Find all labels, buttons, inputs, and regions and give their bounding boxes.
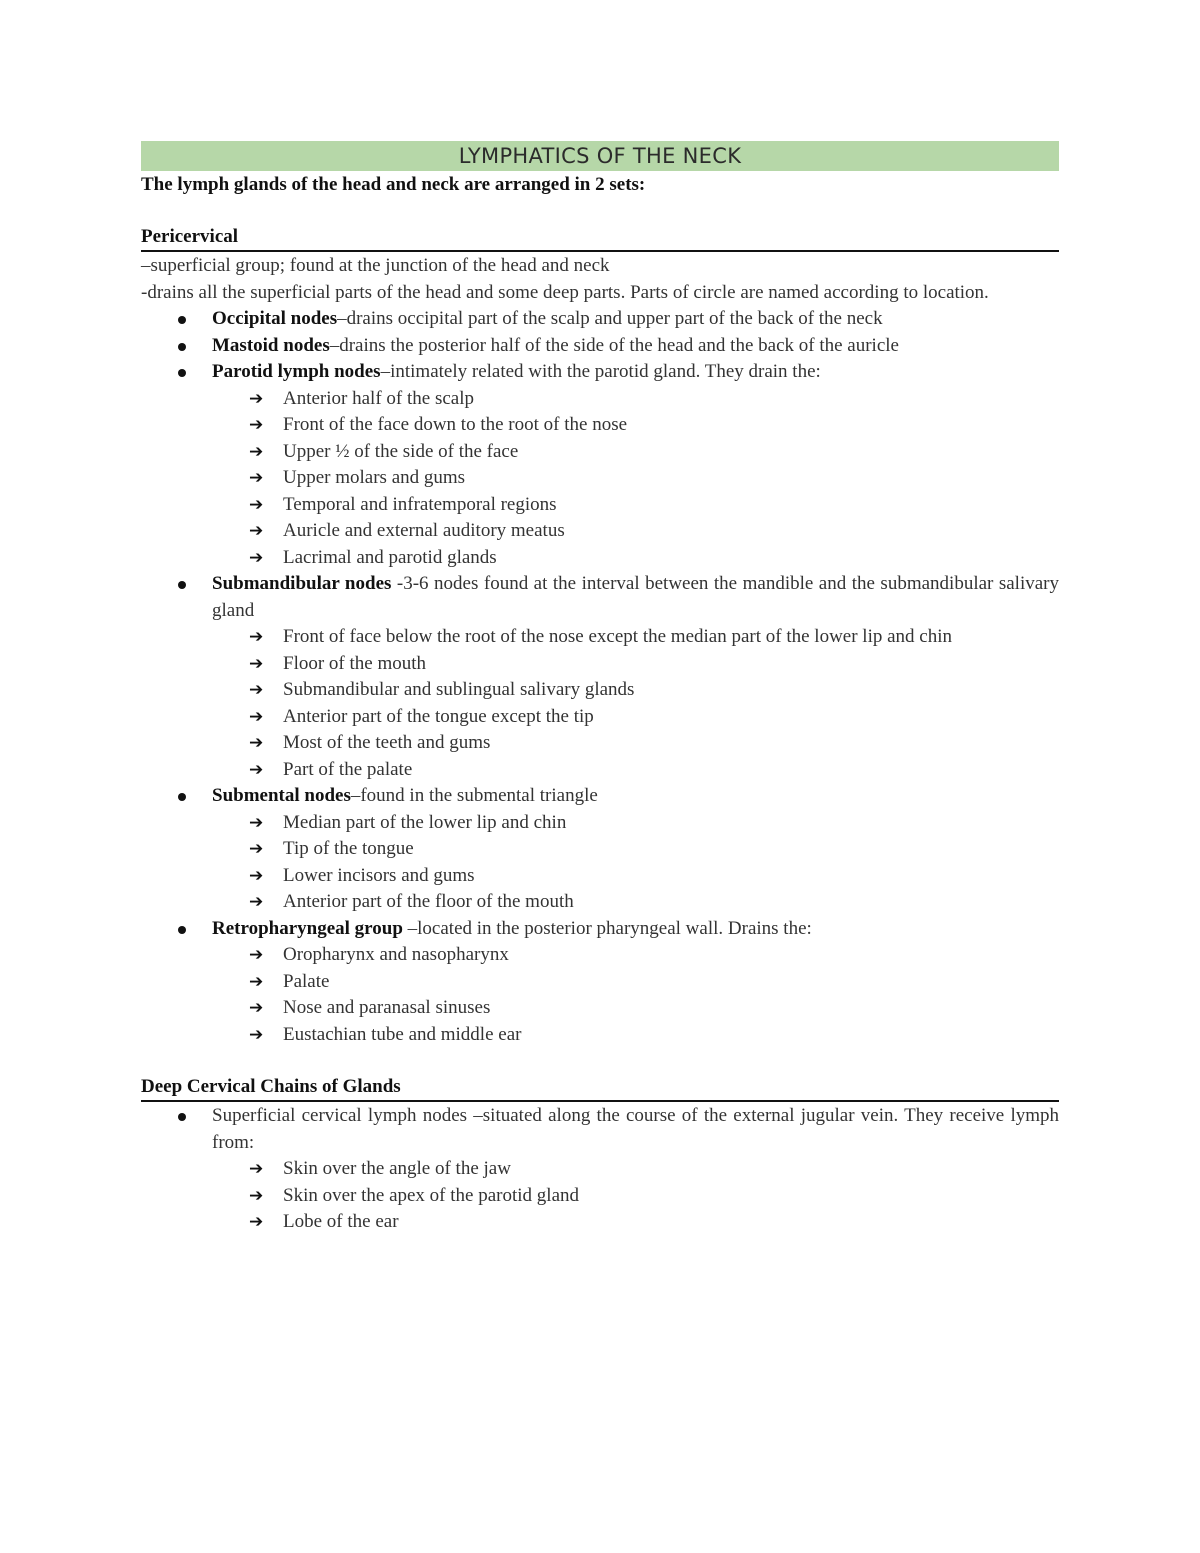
sub-item-text: Anterior half of the scalp	[283, 387, 474, 409]
document-content	[141, 141, 1059, 1236]
section-heading: Deep Cervical Chains of Glands	[141, 1074, 1059, 1102]
arrow-right-icon: ➔	[249, 415, 264, 435]
arrow-right-icon: ➔	[249, 1024, 264, 1045]
sub-item-text: Front of the face down to the root of the nose	[283, 414, 628, 435]
sub-item-text: Oropharynx and nasopharynx	[283, 944, 509, 965]
bullet-item	[141, 359, 1059, 571]
arrow-right-icon: ➔	[249, 468, 264, 488]
sub-item	[212, 518, 1059, 545]
spacer	[141, 198, 1059, 224]
arrow-right-icon: ➔	[249, 388, 264, 409]
sub-item-text: Anterior part of the floor of the mouth	[283, 891, 574, 912]
bullet-text	[212, 333, 1059, 360]
bullet-description: –intimately related with the parotid gland. They drain the:	[380, 361, 821, 382]
bullet-dot-icon	[178, 926, 186, 934]
arrow-right-icon: ➔	[249, 627, 264, 647]
bullet-description: –drains the posterior half of the side of the head and the back of the auricle	[329, 334, 899, 356]
arrow-right-icon: ➔	[249, 441, 264, 462]
arrow-right-icon: ➔	[249, 706, 264, 727]
bullet-list	[141, 306, 1059, 1048]
arrow-right-icon: ➔	[249, 839, 264, 859]
bullet-dot-icon	[178, 581, 186, 589]
bullet-description: –found in the submental triangle	[350, 785, 598, 806]
section-paragraph: –superficial group; found at the junction of the head and neck	[141, 255, 610, 276]
bullet-text	[212, 783, 1059, 810]
page-title: LYMPHATICS OF THE NECK	[141, 141, 1059, 171]
sub-item	[212, 1022, 1059, 1049]
bullet-text	[212, 916, 1059, 943]
arrow-right-icon: ➔	[249, 892, 264, 912]
bullet-item	[141, 306, 1059, 333]
sub-item	[212, 439, 1059, 466]
bullet-item	[141, 916, 1059, 1049]
sub-item	[212, 1209, 1059, 1236]
arrow-right-icon: ➔	[249, 653, 264, 674]
sub-item	[212, 810, 1059, 837]
sub-item	[212, 386, 1059, 413]
bullet-description: Superficial cervical lymph nodes –situated along the course of the external jugular vein. They receive lymph from:	[212, 1105, 1059, 1153]
sub-item	[212, 677, 1059, 704]
bullet-dot-icon	[178, 1113, 186, 1121]
bullet-dot-icon	[178, 316, 186, 324]
sub-item-text: Lacrimal and parotid glands	[283, 546, 497, 568]
sub-item-text: Skin over the apex of the parotid gland	[283, 1184, 580, 1206]
sub-item-text: Part of the palate	[283, 758, 413, 780]
sub-item-text: Lobe of the ear	[283, 1211, 399, 1232]
bullet-dot-icon	[178, 343, 186, 351]
sub-item	[212, 889, 1059, 916]
sub-item	[212, 757, 1059, 784]
bullet-item	[141, 783, 1059, 916]
bullet-term: Submental nodes	[212, 785, 351, 806]
sub-item-text: Submandibular and sublingual salivary glands	[283, 679, 635, 700]
bullet-term: Parotid lymph nodes	[212, 361, 381, 382]
arrow-right-icon: ➔	[249, 759, 264, 780]
arrow-right-icon: ➔	[249, 494, 264, 515]
arrow-right-icon: ➔	[249, 971, 264, 992]
bullet-text	[212, 306, 1059, 333]
arrow-right-icon: ➔	[249, 680, 264, 700]
arrow-right-icon: ➔	[249, 812, 264, 833]
sub-item-text: Median part of the lower lip and chin	[283, 811, 567, 833]
section-paragraph: -drains all the superficial parts of the head and some deep parts. Parts of circle are named according to location.	[141, 281, 989, 303]
arrow-right-icon: ➔	[249, 521, 264, 541]
sub-item-text: Lower incisors and gums	[283, 864, 475, 886]
sub-list	[212, 942, 1059, 1048]
arrow-right-icon: ➔	[249, 865, 264, 886]
sub-item	[212, 412, 1059, 439]
bullet-text	[212, 571, 1059, 624]
sub-item-text: Palate	[283, 970, 330, 992]
arrow-right-icon: ➔	[249, 1185, 264, 1206]
sub-item	[212, 624, 1059, 651]
bullet-description: -3-6 nodes found at the interval between the mandible and the submandibular salivary gland	[212, 573, 1059, 621]
sub-item	[212, 651, 1059, 678]
sub-item-text: Anterior part of the tongue except the tip	[283, 705, 594, 727]
arrow-right-icon: ➔	[249, 547, 264, 568]
sub-item	[212, 730, 1059, 757]
sub-list	[212, 624, 1059, 783]
bullet-dot-icon	[178, 369, 186, 377]
sub-item-text: Floor of the mouth	[283, 652, 427, 674]
sub-item-text: Upper ½ of the side of the face	[283, 440, 519, 462]
bullet-text	[212, 1103, 1059, 1156]
bullet-term: Submandibular nodes	[212, 573, 392, 594]
sub-item-text: Temporal and infratemporal regions	[283, 493, 557, 515]
sub-list	[212, 1156, 1059, 1236]
bullet-text	[212, 359, 1059, 386]
bullet-item	[141, 333, 1059, 360]
sub-item	[212, 1156, 1059, 1183]
sub-item	[212, 492, 1059, 519]
arrow-right-icon: ➔	[249, 733, 264, 753]
sub-item	[212, 545, 1059, 572]
bullet-term: Retropharyngeal group	[212, 917, 403, 939]
sub-item	[212, 942, 1059, 969]
sub-item-text: Front of face below the root of the nose except the median part of the lower lip and chin	[283, 626, 952, 647]
sub-item-text: Skin over the angle of the jaw	[283, 1158, 511, 1179]
sub-item	[212, 465, 1059, 492]
intro-text: The lymph glands of the head and neck are arranged in 2 sets:	[141, 174, 646, 195]
sub-item	[212, 704, 1059, 731]
sub-item	[212, 836, 1059, 863]
sub-list	[212, 386, 1059, 572]
bullet-term: Mastoid nodes	[212, 334, 330, 356]
bullet-list	[141, 1103, 1059, 1236]
bullet-term: Occipital nodes	[212, 308, 338, 329]
sub-item-text: Upper molars and gums	[283, 467, 466, 488]
sub-item	[212, 1183, 1059, 1210]
sub-item-text: Auricle and external auditory meatus	[283, 520, 565, 541]
sections-container	[141, 224, 1059, 1236]
sub-item-text: Nose and paranasal sinuses	[283, 997, 491, 1018]
sub-list	[212, 810, 1059, 916]
arrow-right-icon: ➔	[249, 945, 264, 965]
bullet-item	[141, 1103, 1059, 1236]
sub-item	[212, 863, 1059, 890]
bullet-dot-icon	[178, 793, 186, 801]
sub-item	[212, 969, 1059, 996]
sub-item	[212, 995, 1059, 1022]
section-heading: Pericervical	[141, 224, 1059, 252]
bullet-description: –located in the posterior pharyngeal wall. Drains the:	[402, 917, 812, 939]
sub-item-text: Most of the teeth and gums	[283, 732, 491, 753]
arrow-right-icon: ➔	[249, 1159, 264, 1179]
arrow-right-icon: ➔	[249, 998, 264, 1018]
bullet-description: –drains occipital part of the scalp and upper part of the back of the neck	[337, 308, 883, 329]
arrow-right-icon: ➔	[249, 1212, 264, 1232]
bullet-item	[141, 571, 1059, 783]
sub-item-text: Tip of the tongue	[283, 838, 414, 859]
section-spacer	[141, 1048, 1059, 1074]
sub-item-text: Eustachian tube and middle ear	[283, 1023, 522, 1045]
